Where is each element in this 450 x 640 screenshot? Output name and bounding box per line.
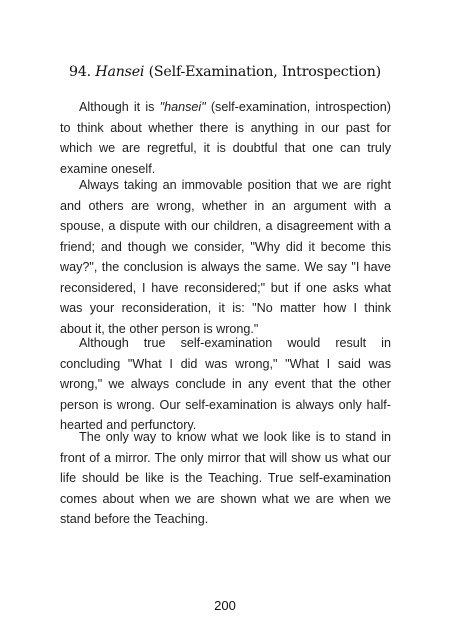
paragraph-4: The only way to know what we look like is to stand in front of a mirror. The only mirror that will show us what our life should be like is the Teaching. True self-examination comes about when we are shown what we are when we stand before the Teaching. bbox=[60, 430, 391, 526]
paragraph-1-quoted-term: "hansei" bbox=[159, 100, 206, 114]
section-heading bbox=[0, 64, 450, 80]
paragraph-3: Although true self-examination would result in concluding "What I did was wrong," "What I said was wrong," we always conclude in any event that the other person is wrong. Our self-examination is always only half-hearted and perfunctory. bbox=[60, 336, 391, 432]
paragraph-1 bbox=[60, 97, 391, 179]
paragraph-1-lead: Although it is bbox=[79, 100, 160, 114]
section-term: Hansei bbox=[95, 64, 145, 80]
paragraph-1-rest: (self-examination, introspection) to think about whether there is anything in our past for which we are regretful, it is doubtful that one can truly examine oneself. bbox=[60, 100, 391, 176]
paragraph-2: Always taking an immovable position that we are right and others are wrong, whether in an argument with a spouse, a dispute with our children, a disagreement with a friend; and though we consider, "Why did it become this way?", the conclusion is always the same. We say "I have reconsidered, I have reconsidered;" but if one asks what was your reconsideration, it is: "No matter how I think about it, the other person is wrong." bbox=[60, 178, 391, 336]
section-number: 94. bbox=[69, 64, 91, 80]
page-number: 200 bbox=[214, 598, 236, 613]
section-subtitle: (Self-Examination, Introspection) bbox=[148, 64, 381, 80]
